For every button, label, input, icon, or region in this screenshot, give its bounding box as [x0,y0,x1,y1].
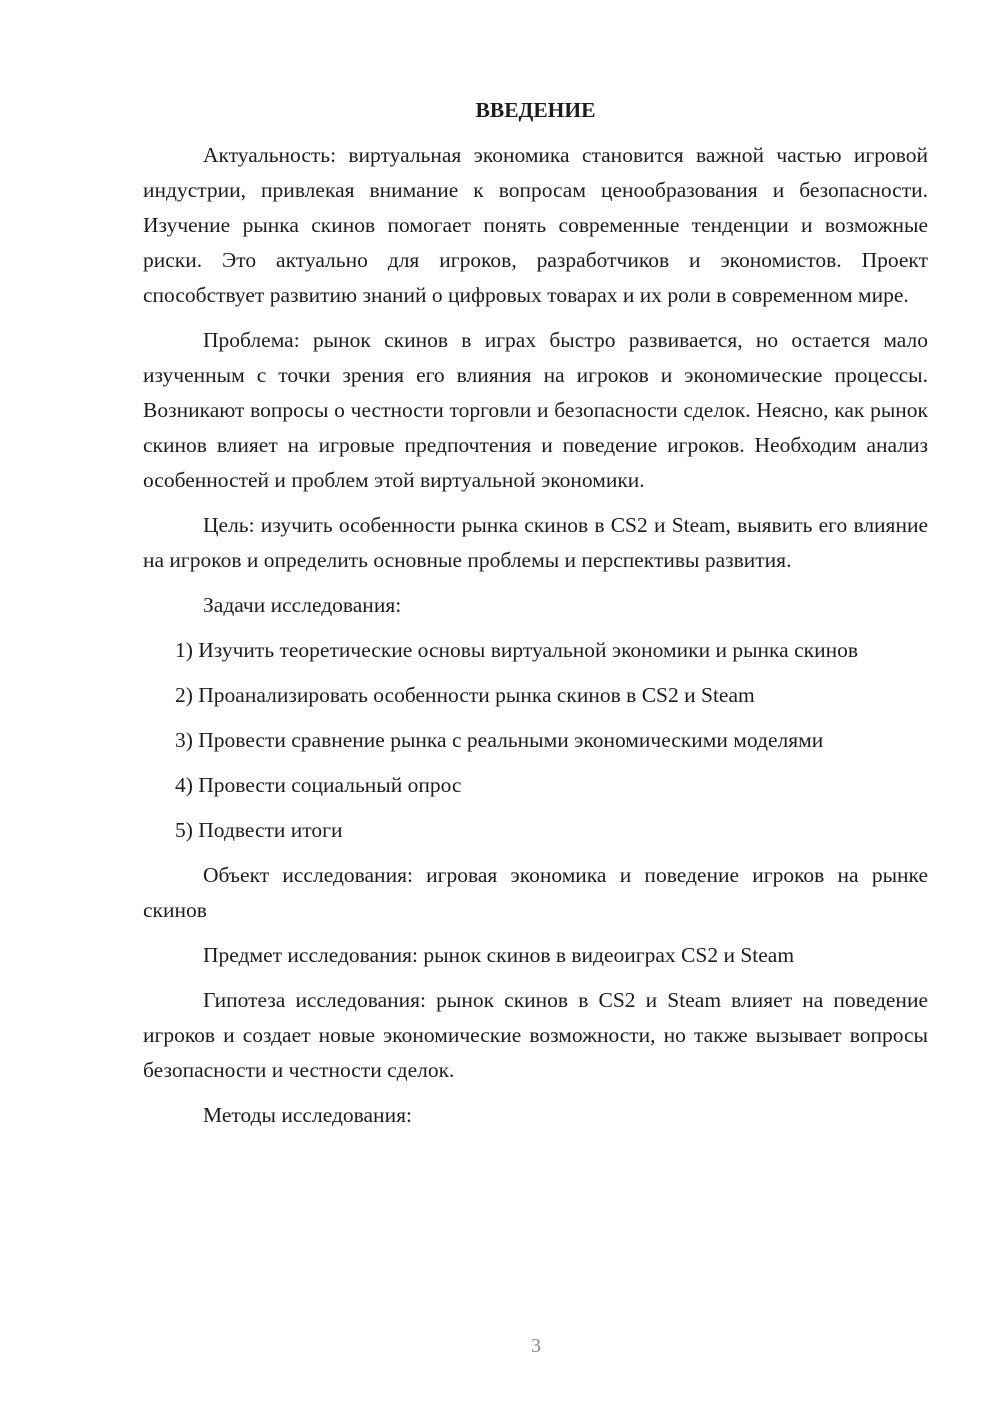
page-number: 3 [531,1335,541,1357]
task-item-2: 2) Проанализировать особенности рынка скинов в CS2 и Steam [175,683,755,707]
object-paragraph: Объект исследования: игровая экономика и поведение игроков на рынке скинов [143,863,928,922]
page-body [143,93,928,1143]
tasks-heading: Задачи исследования: [203,593,402,617]
methods-heading: Методы исследования: [203,1103,412,1127]
problem-paragraph: Проблема: рынок скинов в играх быстро развивается, но остается мало изученным с точки зрения его влияния на игроков и экономические процессы. Возникают вопросы о честности торговли и безопасности сделок. Неясно, как рынок скинов влияет на игровые предпочтения и поведение игроков. Необходим анализ особенностей и проблем этой виртуальной экономики. [143,328,928,492]
goal-paragraph: Цель: изучить особенности рынка скинов в CS2 и Steam, выявить его влияние на игроков и определить основные проблемы и перспективы развития. [143,513,928,572]
task-item-1: 1) Изучить теоретические основы виртуальной экономики и рынка скинов [175,638,858,662]
task-item-5: 5) Подвести итоги [175,818,343,842]
relevance-paragraph: Актуальность: виртуальная экономика становится важной частью игровой индустрии, привлекая внимание к вопросам ценообразования и безопасности. Изучение рынка скинов помогает понять современные тенденции и возможные риски. Это актуально для игроков, разработчиков и экономистов. Проект способствует развитию знаний о цифровых товарах и их роли в современном мире. [143,143,928,307]
task-item-4: 4) Провести социальный опрос [175,773,462,797]
page-title: ВВЕДЕНИЕ [475,98,596,122]
task-item-3: 3) Провести сравнение рынка с реальными экономическими моделями [175,728,824,752]
hypothesis-paragraph: Гипотеза исследования: рынок скинов в CS2 и Steam влияет на поведение игроков и создает новые экономические возможности, но также вызывает вопросы безопасности и честности сделок. [143,988,928,1082]
subject-paragraph: Предмет исследования: рынок скинов в видеоиграх CS2 и Steam [203,943,795,967]
